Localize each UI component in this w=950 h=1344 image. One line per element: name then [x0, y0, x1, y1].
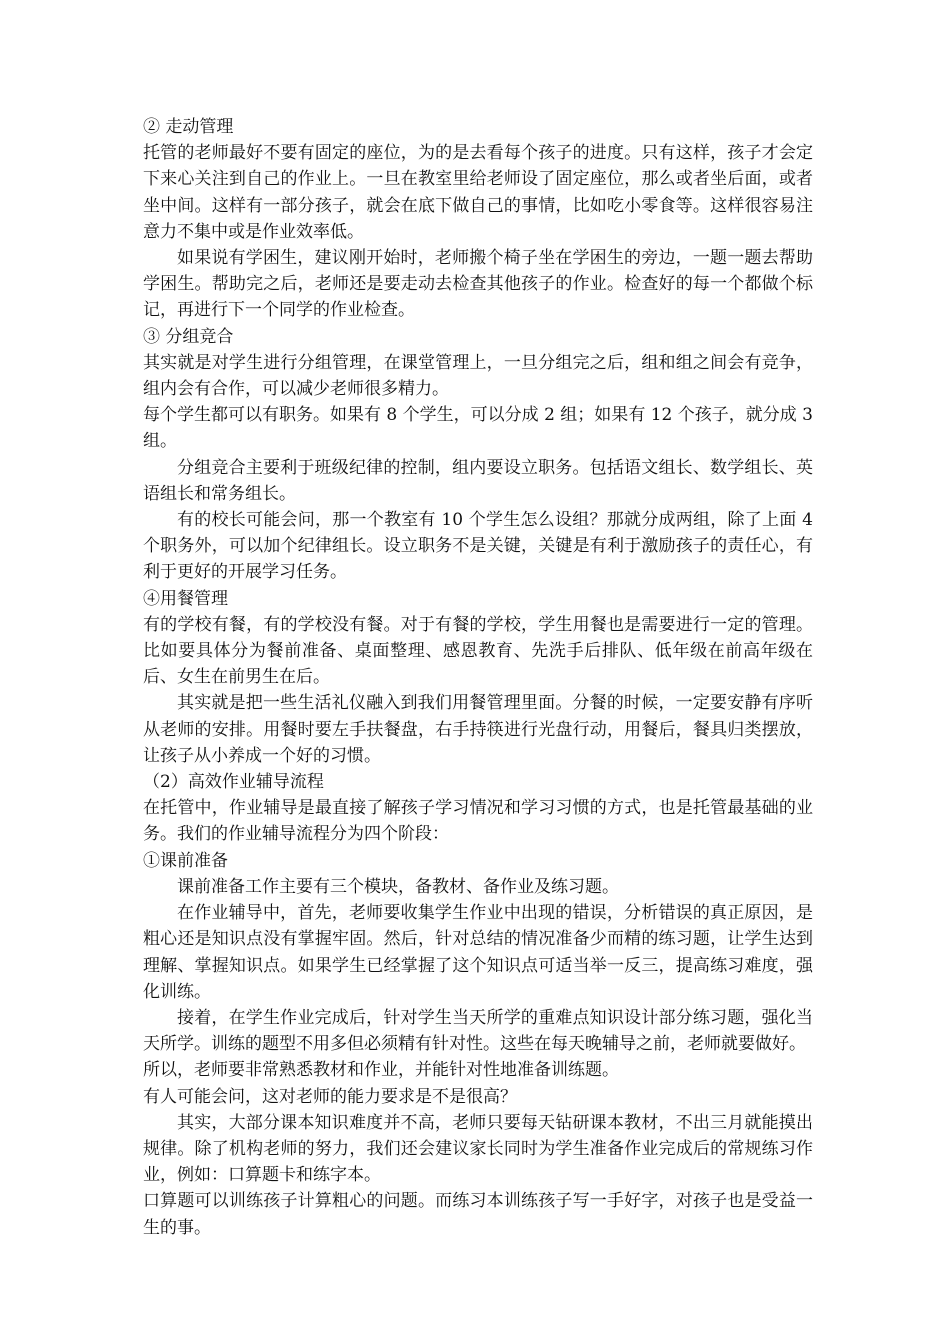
paragraph: 有的校长可能会问，那一个教室有 10 个学生怎么设组？那就分成两组，除了上面 4 个职务外，可以加个纪律组长。设立职务不是关键，关键是有利于激励孩子的责任心，有利于更好的开展学习任务。: [143, 510, 813, 583]
section-heading: ③ 分组竞合: [143, 326, 234, 347]
paragraph: 所以，老师要非常熟悉教材和作业，并能针对性地准备训练题。: [143, 1060, 619, 1081]
document-page: [143, 114, 813, 1241]
paragraph: 课前准备工作主要有三个模块，备教材、备作业及练习题。: [177, 876, 619, 897]
paragraph: 接着，在学生作业完成后，针对学生当天所学的重难点知识设计部分练习题，强化当天所学。训练的题型不用多但必须精有针对性。这些在每天晚辅导之前，老师就要做好。: [143, 1007, 813, 1055]
paragraph: 有人可能会问，这对老师的能力要求是不是很高？: [143, 1086, 517, 1107]
paragraph: 如果说有学困生，建议刚开始时，老师搬个椅子坐在学困生的旁边，一题一题去帮助学困生。帮助完之后，老师还是要走动去检查其他孩子的作业。检查好的每一个都做个标记，再进行下一个同学的作业检查。: [143, 248, 813, 321]
paragraph: 其实就是对学生进行分组管理，在课堂管理上，一旦分组完之后，组和组之间会有竞争，组内会有合作，可以减少老师很多精力。: [143, 352, 813, 400]
paragraph: 有的学校有餐，有的学校没有餐。对于有餐的学校，学生用餐也是需要进行一定的管理。比如要具体分为餐前准备、桌面整理、感恩教育、先洗手后排队、低年级在前高年级在后、女生在前男生在后。: [143, 614, 813, 688]
paragraph: 其实就是把一些生活礼仪融入到我们用餐管理里面。分餐的时候，一定要安静有序听从老师的安排。用餐时要左手扶餐盘，右手持筷进行光盘行动，用餐后，餐具归类摆放，让孩子从小养成一个好的习惯。: [143, 693, 813, 766]
section-heading: ④用餐管理: [143, 588, 228, 609]
paragraph: 托管的老师最好不要有固定的座位，为的是去看每个孩子的进度。只有这样，孩子才会定下来心关注到自己的作业上。一旦在教室里给老师设了固定座位，那么或者坐后面，或者坐中间。这样有一部分孩子，就会在底下做自己的事情，比如吃小零食等。这样很容易注意力不集中或是作业效率低。: [143, 143, 813, 242]
paragraph: 口算题可以训练孩子计算粗心的问题。而练习本训练孩子写一手好字，对孩子也是受益一生的事。: [143, 1191, 813, 1238]
paragraph: 在托管中，作业辅导是最直接了解孩子学习情况和学习习惯的方式，也是托管最基础的业务。我们的作业辅导流程分为四个阶段：: [143, 798, 813, 845]
section-heading: ② 走动管理: [143, 117, 234, 137]
paragraph: 每个学生都可以有职务。如果有 8 个学生，可以分成 2 组；如果有 12 个孩子，就分成 3 组。: [143, 405, 813, 452]
paragraph: 分组竞合主要利于班级纪律的控制，组内要设立职务。包括语文组长、数学组长、英语组长和常务组长。: [143, 457, 813, 504]
paragraph: 在作业辅导中，首先，老师要收集学生作业中出现的错误，分析错误的真正原因，是粗心还是知识点没有掌握牢固。然后，针对总结的情况准备少而精的练习题，让学生达到理解、掌握知识点。如果学生已经掌握了这个知识点可适当举一反三，提高练习难度，强化训练。: [143, 903, 813, 1002]
section-heading: （2）高效作业辅导流程: [143, 772, 324, 793]
paragraph: 其实，大部分课本知识难度并不高，老师只要每天钻研课本教材，不出三月就能摸出规律。除了机构老师的努力，我们还会建议家长同时为学生准备作业完成后的常规练习作业，例如：口算题卡和练字本。: [143, 1112, 813, 1186]
section-heading: ①课前准备: [143, 850, 228, 871]
